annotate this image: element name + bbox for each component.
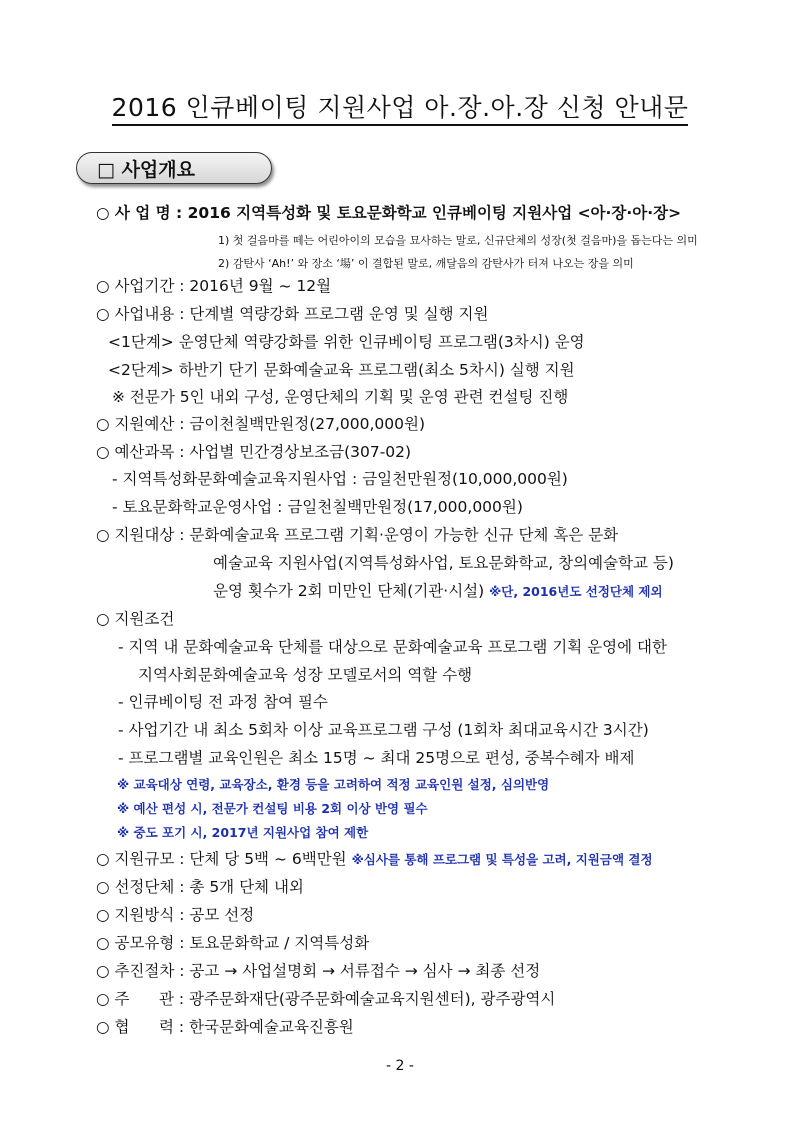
stage-2-line: <2단계> 하반기 단기 문화예술교육 프로그램(최소 5차시) 실행 지원	[108, 361, 575, 379]
section-header: □ 사업개요	[76, 152, 272, 184]
selection-line: ○ 선정단체 : 총 5개 단체 내외	[96, 878, 304, 896]
type-line: ○ 공모유형 : 토요문화학교 / 지역특성화	[96, 934, 370, 952]
condition-1-line-2: 지역사회문화예술교육 성장 모델로서의 역할 수행	[138, 666, 473, 684]
document-title: 2016 인큐베이팅 지원사업 아.장.아.장 신청 안내문	[0, 88, 800, 124]
support-scale-line: ○ 지원규모 : 단체 당 5백 ~ 6백만원 ※심사를 통해 프로그램 및 특성을 고려, 지원금액 결정	[96, 850, 653, 868]
eligibility-line-1: ○ 지원대상 : 문화예술교육 프로그램 기획·운영이 가능한 신규 단체 혹은 문화	[96, 526, 619, 544]
cooperation-line: ○ 협 력 : 한국문화예술교육진흥원	[96, 1018, 354, 1036]
condition-note-1: ※ 교육대상 연령, 교육장소, 환경 등을 고려하여 적정 교육인원 설정, 심의반영	[117, 777, 550, 792]
budget-regional-line: - 지역특성화문화예술교육지원사업 : 금일천만원정(10,000,000원)	[112, 470, 568, 488]
project-name-note-1: 1) 첫 걸음마를 떼는 어린아이의 모습을 묘사하는 말로, 신규단체의 성장(첫 걸음마)을 돕는다는 의미	[218, 234, 698, 247]
support-scale-note: ※심사를 통해 프로그램 및 특성을 고려, 지원금액 결정	[351, 852, 653, 867]
budget-category-line: ○ 예산과목 : 사업별 민간경상보조금(307-02)	[96, 443, 412, 461]
condition-3: - 사업기간 내 최소 5회차 이상 교육프로그램 구성 (1회차 최대교육시간 3시간)	[118, 721, 649, 739]
budget-saturday-line: - 토요문화학교운영사업 : 금일천칠백만원정(17,000,000원)	[112, 498, 523, 516]
project-name-line: ○ 사 업 명 : 2016 지역특성화 및 토요문화학교 인큐베이팅 지원사업 <아·장·아·장>	[96, 204, 682, 222]
project-content-line: ○ 사업내용 : 단계별 역량강화 프로그램 운영 및 실행 지원	[96, 305, 489, 323]
page-number: - 2 -	[386, 1058, 414, 1074]
condition-4: - 프로그램별 교육인원은 최소 15명 ~ 최대 25명으로 편성, 중복수혜자 배제	[118, 749, 635, 767]
project-name-note-2: 2) 감탄사 ‘Ah!’ 와 장소 ‘場’ 이 결합된 말로, 깨달음의 감탄사가 터져 나오는 장을 의미	[218, 257, 634, 270]
eligibility-line-2: 예술교육 지원사업(지역특성화사업, 토요문화학교, 창의예술학교 등)	[213, 554, 674, 572]
stage-1-line: <1단계> 운영단체 역량강화를 위한 인큐베이팅 프로그램(3차시) 운영	[108, 333, 585, 351]
project-period-line: ○ 사업기간 : 2016년 9월 ~ 12월	[96, 277, 332, 295]
condition-note-2: ※ 예산 편성 시, 전문가 컨설팅 비용 2회 이상 반영 필수	[117, 801, 428, 816]
condition-1-line-1: - 지역 내 문화예술교육 단체를 대상으로 문화예술교육 프로그램 기획 운영에 대한	[118, 638, 667, 656]
method-line: ○ 지원방식 : 공모 선정	[96, 906, 255, 924]
condition-note-3: ※ 중도 포기 시, 2017년 지원사업 참여 제한	[117, 825, 369, 840]
consulting-note: ※ 전문가 5인 내외 구성, 운영단체의 기획 및 운영 관련 컨설팅 진행	[112, 388, 569, 406]
eligibility-exclusion-note: ※단, 2016년도 선정단체 제외	[489, 584, 663, 599]
condition-2: - 인큐베이팅 전 과정 참여 필수	[118, 693, 328, 711]
organizer-line: ○ 주 관 : 광주문화재단(광주문화예술교육지원센터), 광주광역시	[96, 990, 556, 1008]
procedure-line: ○ 추진절차 : 공고 → 사업설명회 → 서류접수 → 심사 → 최종 선정	[96, 962, 541, 980]
budget-line: ○ 지원예산 : 금이천칠백만원정(27,000,000원)	[96, 415, 426, 433]
eligibility-line-3: 운영 횟수가 2회 미만인 단체(기관·시설) ※단, 2016년도 선정단체 제외	[213, 582, 663, 600]
conditions-heading: ○ 지원조건	[96, 610, 175, 628]
